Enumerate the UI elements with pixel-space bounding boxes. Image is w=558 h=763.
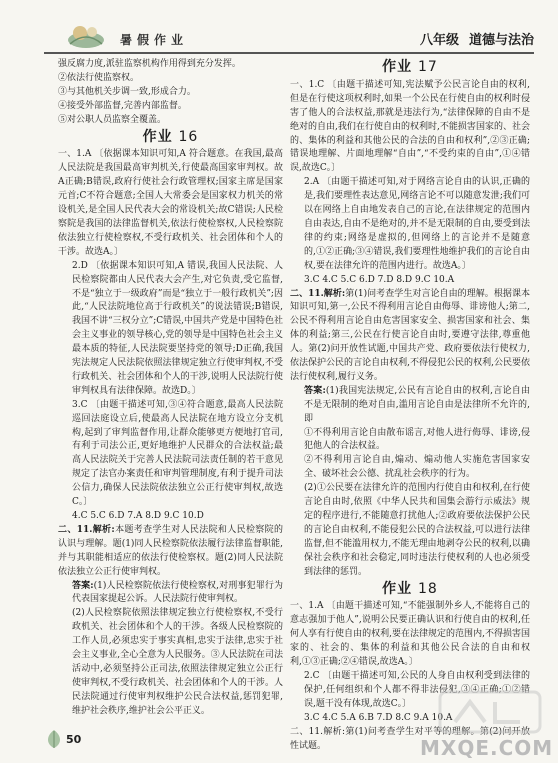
right-column <box>290 58 530 753</box>
answer-paragraph: 答案:(1)人民检察院依法行使检察权,对刑事犯罪行为代表国家提起公诉。人民法院行使审判权。 <box>72 580 283 605</box>
left-top-line: ④接受外部监督,完善内部监督。 <box>58 100 187 111</box>
answer-paragraph: 答案:(1)我国宪法规定,公民有言论自由的权利,言论自由不是无限制的绝对自由,滥用言论自由是法律所不允许的,即 <box>304 385 530 424</box>
header-logo-icon <box>66 22 106 50</box>
analysis-paragraph: 二、11.解析:第(1)问考查学生对平等的理解。第(2)问开放性试题。 <box>290 726 530 751</box>
subject-label: 道德与法治 <box>468 33 534 48</box>
header-title: 暑假作业 <box>120 33 189 47</box>
page-number: 50 <box>66 733 82 746</box>
section-title-17: 作业 17 <box>382 59 438 75</box>
section-title-16: 作业 16 <box>142 128 199 145</box>
answer-choices: 4.C 5.C 6.D 7.A 8.D 9.C 10.D <box>72 511 204 521</box>
answer-paragraph: ②不得利用言论自由,煽动、煽动他人实施危害国家安全、破坏社会公德、扰乱社会秩序的行为。 <box>304 455 530 480</box>
page-header <box>0 0 558 60</box>
left-top-line: ②依法行使监察权。 <box>58 72 140 83</box>
answer-paragraph: (2)人民检察院依照法律规定独立行使检察权,不受行政机关、社会团体和个人的干涉。各级人民检察院的工作人员,必须忠实于事实真相,忠实于法律,忠实于社会主义事业,全心全意为人民服务。③人民法院在司法活动中,必须坚持公正司法,依照法律规定独立公正行使审判权,不受行政机关、社会团体和个人的干涉。人民法院通过行使审判权维护公民合法权益,惩罚犯罪,维护社会秩序,维护社会公平正义。 <box>72 608 283 716</box>
answer-choices: 3.C 4.C 5.A 6.B 7.D 8.C 9.A 10.A <box>304 712 453 723</box>
answer-choices: 3.C 4.C 5.C 6.D 7.D 8.D 9.C 10.A <box>304 274 455 285</box>
answer-paragraph: 2.D 〔依据课本知识可知,A 错误,我国人民法院、人民检察院都由人民代表大会产生,对它负责,受它监督,不是“独立于一级政府”而是“独立于一般行政机关”;因此,“人民法院地位高于行政机关”的说法错误;B错误,我国不讲“三权分立”;C错误,中国共产党是中国特色社会主义事业的领导核心,党的领导是中国特色社会主义最本质的特征,人民法院要坚持党的领导;D正确,我国宪法规定人民法院依照法律规定独立行使审判权,不受行政机关、社会团体和个人的干涉,说明人民法院行使审判权具有法律保障。故选D。〕 <box>72 260 283 396</box>
header-grade-subject <box>420 29 534 48</box>
header-divider <box>44 52 534 54</box>
answer-paragraph: 2.C 〔由题干描述可知,公民的人身自由权利受到法律的保护,任何组织和个人都不得非法侵犯,③④正确;①②错误,题干没有体现,故选C。〕 <box>304 670 530 709</box>
answer-paragraph: ①不得利用言论自由散布谣言,对他人进行侮辱、诽谤,侵犯他人的合法权益。 <box>304 427 530 452</box>
answer-paragraph: (2)①公民要在法律允许的范围内行使自由和权利,在行使言论自由时,依照《中华人民共和国集会游行示威法》规定的程序进行,不能随意打扰他人;②政府要依法保护公民的言论自由权利,不能侵犯公民的合法权益,可以进行法律监督,但不能滥用权力,不能无理由地剥夺公民的权利,以确保社会秩序和社会稳定,同时违法行使权利的人也必须受到法律的惩罚。 <box>304 483 530 577</box>
analysis-paragraph: 二、11.解析:本题考查学生对人民法院和人民检察院的认识与理解。题(1)同人民检察院依法履行法律监督职能,并与其职能相适应的依法行使检察权。题(2)同人民法院依法独立公正行使审判权。 <box>58 524 283 577</box>
answer-paragraph: 一、1.A 〔由题干描述可知,“不能强制外乡人,不能将自己的意志强加于他人”,说明公民要正确认识和行使自由的权利,任何人享有行使自由的权利,要在法律规定的范围内,不得损害国家的、社会的、集体的利益和其他公民合法的自由和权利,①③正确;②④错误,故选A。〕 <box>290 601 530 668</box>
answer-paragraph: 一、1.C 〔由题干描述可知,宪法赋予公民言论自由的权利,但是在行使这项权利时,如果一个公民在行使自由的权利时侵害了他人的合法权益,那就是违法行为,“法律保障的自由不是绝对的自由,我们在行使自由的权利时,不能损害国家的、社会的、集体的利益和其他公民的合法的自由和权利”,②③正确;错误地理解、片面地理解“自由”,“不受约束的自由”,①④错误,故选C。〕 <box>290 79 530 174</box>
answer-paragraph: 3.C 〔由题干描述可知,③④符合题意,最高人民法院巡回法庭设立后,使最高人民法院在地方设立分支机构,起到了审判监督作用,让群众能够更方便地打官司,有利于司法公正,更好地维护人民群众的合法权益;最高人民法院关于完善人民法院司法责任制的若干意见规定了法官办案责任和审判管理制度,有利于提升司法公信力,确保人民法院依法独立公正行使审判权,故选C。〕 <box>72 399 283 508</box>
left-column <box>58 58 283 719</box>
watermark-text: MXQE.COM <box>420 736 554 760</box>
leaf-deco-icon <box>44 728 64 750</box>
left-top-line: ⑤对公职人员监察全覆盖。 <box>58 114 167 125</box>
left-top-line: 强反腐力度,派驻监察机构作用得到充分发挥。 <box>58 59 241 69</box>
section-title-18: 作业 18 <box>382 580 438 597</box>
left-top-line: ③与其他机关步调一致,形成合力。 <box>58 86 196 97</box>
analysis-paragraph: 二、11.解析:第(1)问考查学生对言论自由的理解。根据课本知识可知,第一,公民不得利用言论自由侮辱、诽谤他人;第二,公民不得利用言论自由危害国家安全、损害国家和社会、集体的利益;第三,公民在行使言论自由时,要遵守法律,尊重他人。第(2)问开放性试题,中国共产党、政府要依法行使权力,依法保护公民的言论自由权利,不得侵犯公民的权利,公民要依法行使权利,履行义务。 <box>290 288 530 382</box>
answer-paragraph: 一、1.A 〔依据课本知识可知,A 符合题意。在我国,最高人民法院是我国最高审判机关,行使最高国家审判权。故A正确;B错误,政府行使社会行政管理权;国家主席是国家元首;C不符合题意;全国人大常委会是国家权力机关的常设机关,是全国人民代表大会的常设机关;故C错误;人民检察院是我国的法律监督机关,依法行使检察权,人民检察院依法独立行使检察权,不受行政机关、社会团体和个人的干涉。故选A。〕 <box>58 149 283 257</box>
grade-label: 八年级 <box>419 33 459 48</box>
answer-paragraph: 2.A 〔由题干描述可知,对于网络言论自由的认识,正确的是,我们要理性表达意见,网络言论不可以随意发泄;我们可以在网络上自由地发表自己的言论,在法律规定的范围内自由表达,自由不是绝对的,并不是无限制的自由,要受到法律的约束;网络是虚拟的,但网络上的言论并不是随意的,①②正确;③④错误,我们要理性地维护我们的言论自由权,要在法律允许的范围内进行。故选A。〕 <box>304 177 530 271</box>
